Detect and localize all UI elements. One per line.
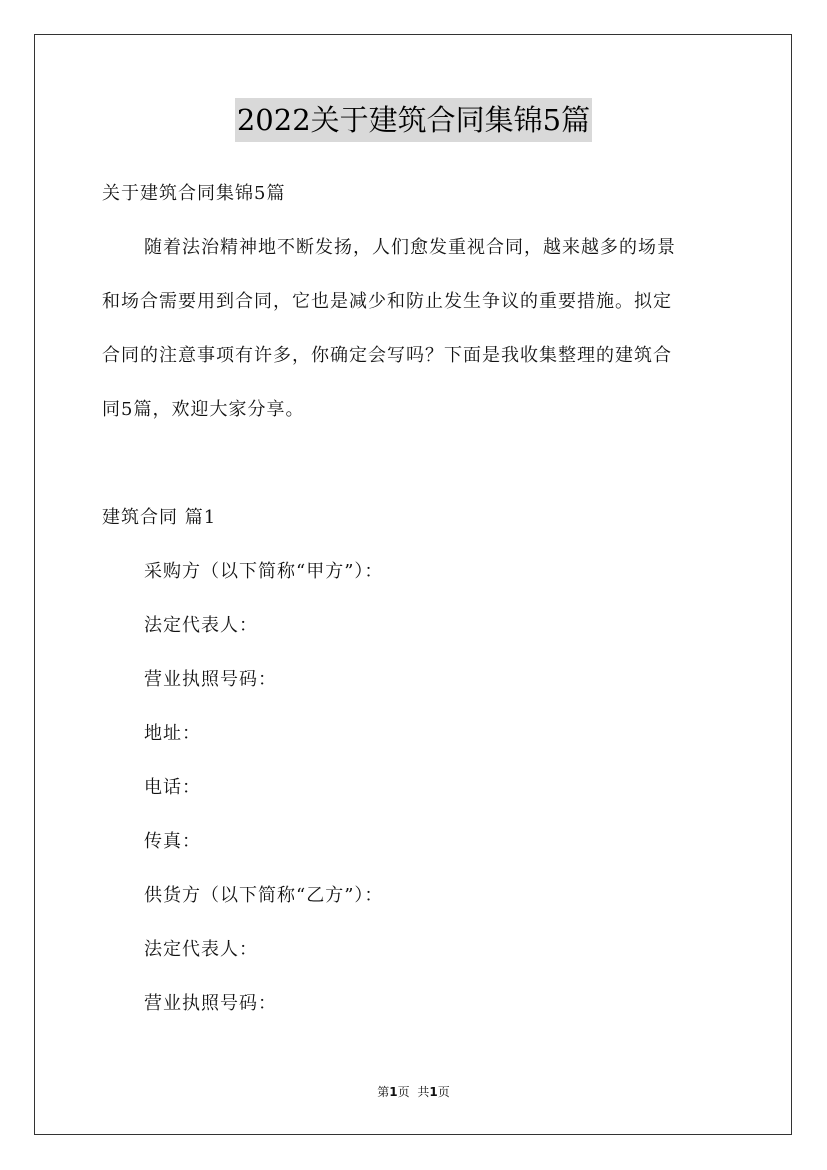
field-label: 法定代表人： xyxy=(144,939,258,960)
footer-total-prefix: 共 xyxy=(417,1085,430,1099)
footer-page-number: 1 xyxy=(389,1085,398,1099)
footer-page-suffix: 页 xyxy=(397,1085,410,1099)
field-label: 法定代表人： xyxy=(144,615,258,636)
footer-total-number: 1 xyxy=(429,1085,438,1099)
field-label: 营业执照号码： xyxy=(144,669,277,690)
field-label: 供货方（以下简称“乙方”）： xyxy=(144,885,384,906)
title-container xyxy=(0,98,827,142)
field-label: 地址： xyxy=(144,723,201,744)
intro-line: 合同的注意事项有许多，你确定会写吗？下面是我收集整理的建筑合 xyxy=(102,345,672,366)
page-footer xyxy=(0,1083,827,1101)
field-label: 电话： xyxy=(144,777,201,798)
footer-total-suffix: 页 xyxy=(437,1085,450,1099)
field-label: 采购方（以下简称“甲方”）： xyxy=(144,561,384,582)
section-heading: 建筑合同 篇1 xyxy=(102,507,217,528)
field-label: 传真： xyxy=(144,831,201,852)
intro-line: 同5篇，欢迎大家分享。 xyxy=(102,399,305,420)
document-subtitle: 关于建筑合同集锦5篇 xyxy=(102,183,286,204)
document-title: 2022关于建筑合同集锦5篇 xyxy=(235,98,592,142)
field-label: 营业执照号码： xyxy=(144,993,277,1014)
footer-page-prefix: 第 xyxy=(377,1085,390,1099)
intro-line: 和场合需要用到合同，它也是减少和防止发生争议的重要措施。拟定 xyxy=(102,291,672,312)
intro-line: 随着法治精神地不断发扬，人们愈发重视合同，越来越多的场景 xyxy=(144,237,676,258)
